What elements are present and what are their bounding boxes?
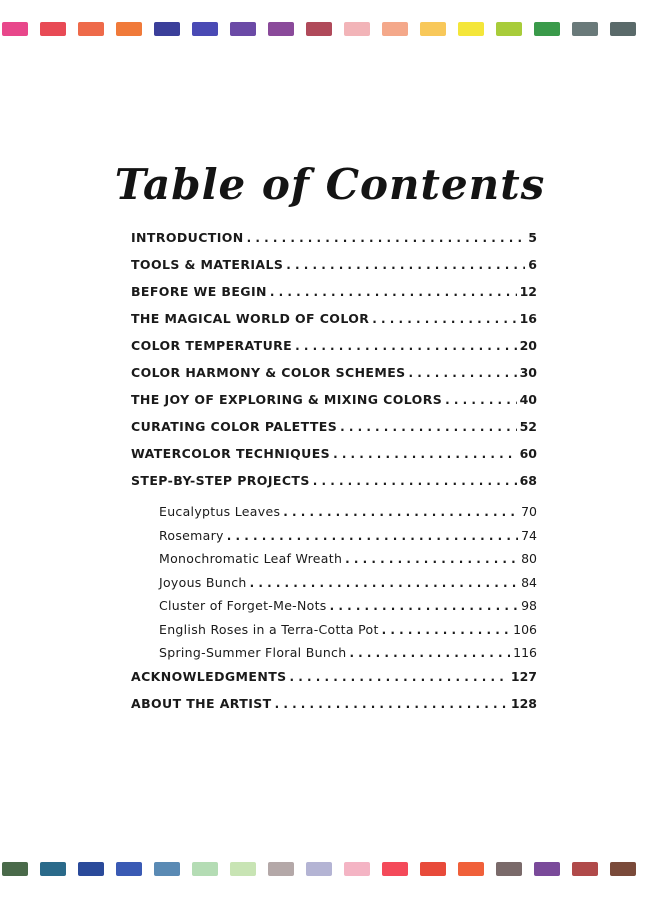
- dot-leader: [345, 552, 518, 566]
- color-swatch: [268, 862, 294, 876]
- toc-subentry[interactable]: [131, 622, 537, 646]
- toc-entry[interactable]: [131, 338, 537, 365]
- toc-entry[interactable]: [131, 311, 537, 338]
- color-swatch: [116, 862, 142, 876]
- toc-entry-label: COLOR HARMONY & COLOR SCHEMES: [131, 365, 406, 380]
- color-swatch: [458, 22, 484, 36]
- page-title: Table of Contents: [114, 160, 546, 209]
- color-swatch: [534, 22, 560, 36]
- toc-subentry-label: Rosemary: [159, 527, 224, 543]
- color-swatch: [458, 862, 484, 876]
- dot-leader: [295, 339, 516, 353]
- toc-entry[interactable]: [131, 446, 537, 473]
- color-swatch: [306, 862, 332, 876]
- toc-entry-label: BEFORE WE BEGIN: [131, 284, 267, 299]
- toc-entry-label: TOOLS & MATERIALS: [131, 257, 284, 272]
- color-swatch: [344, 862, 370, 876]
- toc-entry[interactable]: [131, 257, 537, 284]
- toc-subentry-label: English Roses in a Terra-Cotta Pot: [159, 621, 379, 637]
- toc-entry[interactable]: [131, 473, 537, 500]
- color-swatch: [230, 862, 256, 876]
- toc-subentry-label: Spring-Summer Floral Bunch: [159, 645, 347, 660]
- color-swatch: [268, 22, 294, 36]
- dot-leader: [275, 697, 508, 711]
- toc-entry-page: 127: [510, 668, 537, 684]
- dot-leader: [270, 285, 517, 299]
- toc-entry[interactable]: [131, 230, 537, 257]
- toc-subentry-page: 84: [521, 574, 537, 590]
- toc-subentry-label: Joyous Bunch: [159, 574, 247, 590]
- toc-subentry-page: 116: [513, 645, 537, 660]
- toc-subentry-page: 80: [521, 551, 537, 566]
- dot-leader: [290, 670, 508, 684]
- color-swatch: [572, 862, 598, 876]
- dot-leader: [340, 420, 516, 434]
- color-swatch: [78, 22, 104, 36]
- toc-entry-page: 52: [519, 419, 537, 434]
- toc-entry[interactable]: [131, 365, 537, 392]
- toc-subentry-label: Eucalyptus Leaves: [159, 504, 281, 519]
- color-swatch: [192, 862, 218, 876]
- toc-entry-label: CURATING COLOR PALETTES: [131, 419, 338, 434]
- toc-entry-label: WATERCOLOR TECHNIQUES: [131, 446, 331, 461]
- dot-leader: [333, 447, 517, 461]
- color-swatch: [40, 22, 66, 36]
- dot-leader: [286, 258, 525, 272]
- dot-leader: [445, 393, 516, 407]
- toc-entry-page: 128: [510, 695, 537, 711]
- color-swatch: [78, 862, 104, 876]
- toc-entry-page: 30: [519, 365, 537, 380]
- toc-subentry[interactable]: [131, 575, 537, 599]
- dot-leader: [283, 505, 518, 519]
- toc-entry[interactable]: [131, 419, 537, 446]
- toc-entry-label: THE MAGICAL WORLD OF COLOR: [131, 311, 370, 326]
- color-swatch: [306, 22, 332, 36]
- toc-entry-page: 12: [519, 284, 537, 299]
- color-swatch: [154, 862, 180, 876]
- toc-entry[interactable]: [131, 696, 537, 723]
- toc-entry-label: ACKNOWLEDGMENTS: [131, 668, 287, 684]
- color-swatch: [496, 862, 522, 876]
- dot-leader: [409, 366, 517, 380]
- dot-leader: [247, 231, 526, 245]
- color-swatch: [2, 22, 28, 36]
- color-swatch: [344, 22, 370, 36]
- toc-subentry-label: Cluster of Forget-Me-Nots: [159, 598, 327, 613]
- dot-leader: [349, 646, 510, 660]
- toc-entry-page: 60: [519, 446, 537, 461]
- toc-entry-page: 68: [519, 473, 537, 488]
- table-of-contents: [131, 230, 537, 723]
- toc-entry-page: 40: [519, 392, 537, 407]
- color-swatch: [610, 862, 636, 876]
- dot-leader: [250, 576, 518, 590]
- toc-subentry[interactable]: [131, 598, 537, 622]
- dot-leader: [382, 623, 510, 637]
- toc-entry[interactable]: [131, 284, 537, 311]
- toc-entry-label: ABOUT THE ARTIST: [131, 695, 272, 711]
- toc-entry-label: STEP-BY-STEP PROJECTS: [131, 473, 310, 488]
- dot-leader: [313, 474, 517, 488]
- color-swatch: [154, 22, 180, 36]
- color-swatch: [40, 862, 66, 876]
- dot-leader: [227, 529, 518, 543]
- dot-leader: [330, 599, 518, 613]
- color-swatch: [610, 22, 636, 36]
- color-swatch: [420, 22, 446, 36]
- toc-subentry-label: Monochromatic Leaf Wreath: [159, 551, 343, 566]
- color-swatch: [534, 862, 560, 876]
- top-color-swatches: [0, 22, 660, 36]
- toc-entry-label: THE JOY OF EXPLORING & MIXING COLORS: [131, 392, 443, 407]
- toc-entry[interactable]: [131, 392, 537, 419]
- toc-subentry[interactable]: [131, 528, 537, 552]
- color-swatch: [382, 22, 408, 36]
- color-swatch: [420, 862, 446, 876]
- toc-entry-label: COLOR TEMPERATURE: [131, 338, 293, 353]
- color-swatch: [116, 22, 142, 36]
- bottom-color-swatches: [0, 862, 660, 876]
- toc-entry-page: 16: [519, 311, 537, 326]
- toc-subentry[interactable]: [131, 645, 537, 669]
- color-swatch: [382, 862, 408, 876]
- color-swatch: [192, 22, 218, 36]
- toc-entry-label: INTRODUCTION: [131, 230, 244, 245]
- toc-subentry[interactable]: [131, 551, 537, 575]
- color-swatch: [496, 22, 522, 36]
- color-swatch: [2, 862, 28, 876]
- dot-leader: [372, 312, 516, 326]
- toc-entry[interactable]: [131, 669, 537, 696]
- toc-subentry-page: 98: [521, 598, 537, 613]
- toc-entry-page: 6: [528, 257, 537, 272]
- color-swatch: [572, 22, 598, 36]
- toc-subentry-page: 74: [521, 527, 537, 543]
- toc-subentry-page: 106: [513, 621, 537, 637]
- toc-subentry-page: 70: [521, 504, 537, 519]
- toc-subentry[interactable]: [131, 504, 537, 528]
- toc-entry-page: 20: [519, 338, 537, 353]
- toc-entry-page: 5: [528, 230, 537, 245]
- color-swatch: [230, 22, 256, 36]
